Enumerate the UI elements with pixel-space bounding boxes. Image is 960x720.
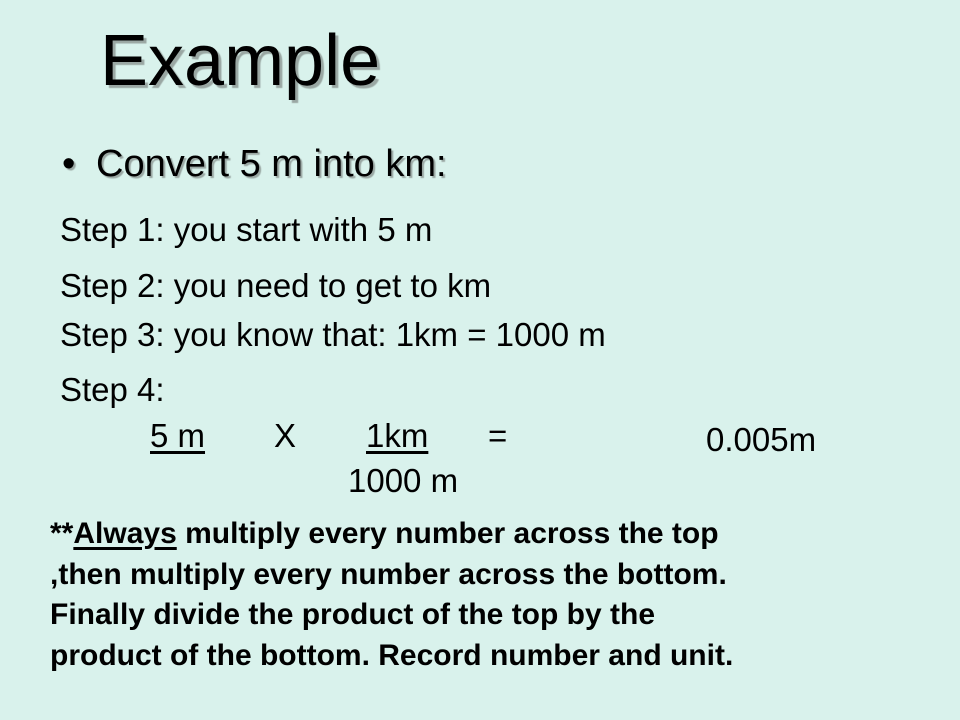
numerator-left: 5 m: [150, 417, 206, 454]
note-line-1: [50, 514, 733, 555]
note-line-2: ,then multiply every number across the bottom.: [50, 557, 727, 591]
instruction-note: [50, 514, 733, 676]
bullet-item: [62, 142, 447, 186]
note-emphasis: Always: [73, 517, 177, 550]
result-value: 0.005m: [706, 421, 817, 458]
equals-sign: =: [488, 417, 508, 454]
times-sign: X: [274, 417, 297, 454]
note-line-1-rest: multiply every number across the top: [176, 517, 719, 550]
note-prefix: **: [50, 517, 74, 550]
numerator-right: 1km: [366, 417, 429, 454]
step-2: Step 2: you need to get to km: [60, 267, 492, 304]
note-line-4: product of the bottom. Record number and unit.: [50, 638, 734, 672]
bullet-text: Convert 5 m into km:: [96, 143, 447, 185]
step-4: Step 4:: [60, 371, 165, 408]
slide-title: Example: [100, 21, 381, 101]
step-3: Step 3: you know that: 1km = 1000 m: [60, 316, 606, 353]
note-line-3: Finally divide the product of the top by the: [50, 598, 656, 631]
bullet-icon: •: [62, 143, 76, 185]
denominator: 1000 m: [348, 462, 459, 499]
step-1: Step 1: you start with 5 m: [60, 211, 433, 248]
